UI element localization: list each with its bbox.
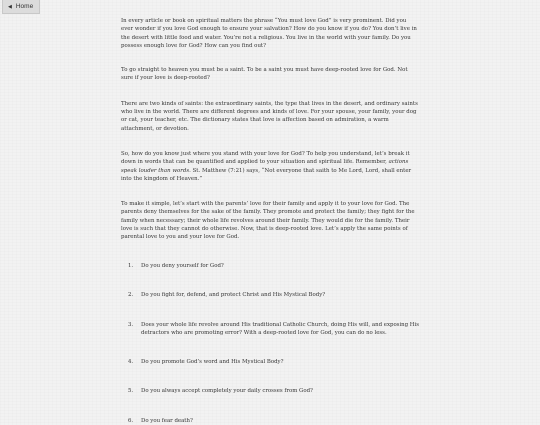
question-text: Does your whole life revolve around His traditional Catholic Church, doing His will, and exposing His detractors who are promoting error? With a deep-rooted love for God, you can do no less. <box>141 321 420 336</box>
question-item <box>121 358 419 366</box>
question-number: 4. <box>128 359 134 366</box>
home-button[interactable] <box>2 0 40 14</box>
question-item <box>121 387 419 395</box>
paragraph-saint: To go straight to heaven you must be a saint. To be a saint you must have deep-rooted love for God. Not sure if your love is deep-rooted? <box>121 67 408 82</box>
question-item <box>121 417 419 425</box>
question-number: 5. <box>128 388 134 395</box>
question-number: 6. <box>128 417 134 424</box>
paragraph-parents-love: To make it simple, let’s start with the parents’ love for their family and apply it to your love for God. The parents deny themselves for the sake of the family. They promote and protect the family; they fight for the family when necessary; their whole life revolves around their family. They would die for the family. Their love is such that they cannot do otherwise. Now, that is deep-rooted love. Let’s apply the same points of parental love to you and your love for God. <box>121 201 415 241</box>
emphasis-text: actions speak louder than words <box>121 159 409 174</box>
paragraph-text: . St. Matthew (7:21) says, “Not everyone that saith to Me Lord, Lord, shall enter into the kingdom of Heaven.” <box>121 167 412 182</box>
paragraph-intro: In every article or book on spiritual matters the phrase “You must love God” is very prominent. Did you ever wonder if you love God enough to ensure your salvation? How do you know if you do? You don’t live in the desert with little food and water. You’re not a religious. You live in the world with your family. Do you possess enough love for God? How can you find out? <box>121 18 417 49</box>
paragraph-where-you-stand <box>121 150 419 183</box>
paragraph-kinds-of-saints: There are two kinds of saints: the extraordinary saints, the type that lives in the desert, and ordinary saints who live in the world. There are different degrees and kinds of love. For your spouse, your family, your dog or cat, your teacher, etc. The dictionary states that love is affection based on admiration, a warm attachment, or devotion. <box>121 100 418 132</box>
question-list <box>121 262 419 425</box>
home-button-label: Home <box>15 3 34 10</box>
paragraph-text: So, how do you know just where you stand with your love for God? To help you understand, let’s break it down in words that can be quantified and applied to your situation and spiritual life. Remember, <box>121 150 410 166</box>
question-number: 1. <box>128 263 134 269</box>
question-number: 2. <box>128 292 134 299</box>
question-text: Do you promote God’s word and His Mystical Body? <box>141 359 284 366</box>
article-body <box>121 17 419 259</box>
question-text: Do you deny yourself for God? <box>141 263 224 269</box>
back-arrow-icon: ◀ <box>8 3 12 10</box>
question-text: Do you fight for, defend, and protect Christ and His Mystical Body? <box>141 292 326 299</box>
question-item <box>121 262 419 270</box>
question-number: 3. <box>128 321 134 328</box>
question-text: Do you always accept completely your daily crosses from God? <box>141 388 313 395</box>
question-item <box>121 291 419 299</box>
question-text: Do you fear death? <box>141 417 193 424</box>
question-item <box>121 321 419 338</box>
